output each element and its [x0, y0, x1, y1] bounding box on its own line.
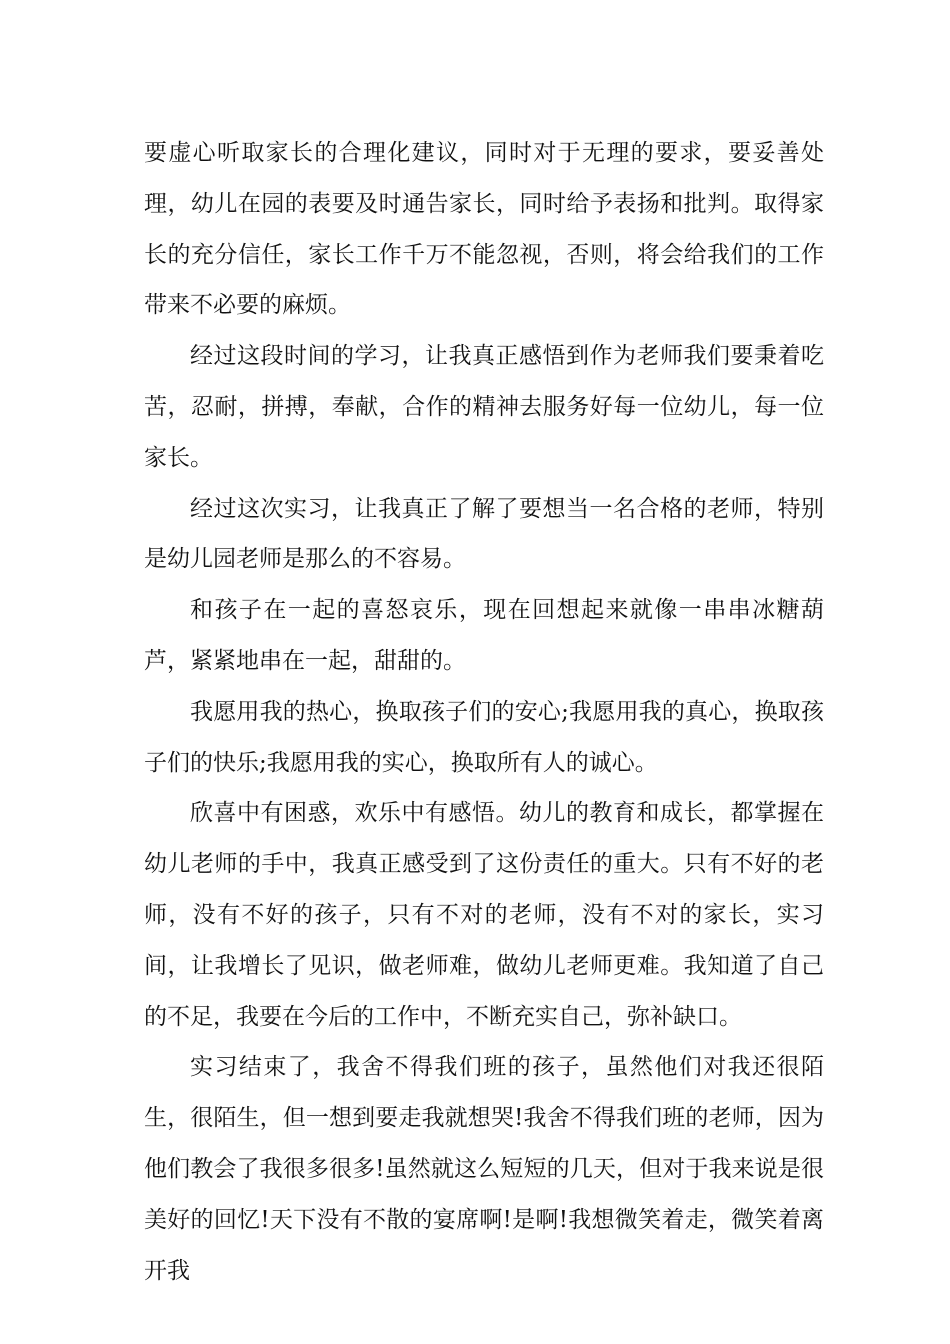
paragraph-7: 实习结束了，我舍不得我们班的孩子，虽然他们对我还很陌生，很陌生，但一想到要走我就想哭!我舍不得我们班的老师，因为他们教会了我很多很多!虽然就这么短短的几天，但对于我来说是很美好的回忆!天下没有不散的宴席啊!是啊!我想微笑着走，微笑着离开我 [144, 1054, 824, 1284]
paragraph-3: 经过这次实习，让我真正了解了要想当一名合格的老师，特别是幼儿园老师是那么的不容易。 [144, 495, 824, 573]
document-page [144, 128, 824, 1296]
paragraph-1: 要虚心听取家长的合理化建议，同时对于无理的要求，要妥善处理，幼儿在园的表要及时通告家长，同时给予表扬和批判。取得家长的充分信任，家长工作千万不能忽视，否则，将会给我们的工作带来不必要的麻烦。 [144, 140, 824, 319]
paragraph-6: 欣喜中有困惑，欢乐中有感悟。幼儿的教育和成长，都掌握在幼儿老师的手中，我真正感受到了这份责任的重大。只有不好的老师，没有不好的孩子，只有不对的老师，没有不对的家长，实习间，让我增长了见识，做老师难，做幼儿老师更难。我知道了自己的不足，我要在今后的工作中，不断充实自己，弥补缺口。 [144, 800, 824, 1030]
paragraph-2: 经过这段时间的学习，让我真正感悟到作为老师我们要秉着吃苦，忍耐，拼搏，奉献，合作的精神去服务好每一位幼儿，每一位家长。 [144, 343, 824, 471]
paragraph-4: 和孩子在一起的喜怒哀乐，现在回想起来就像一串串冰糖葫芦，紧紧地串在一起，甜甜的。 [144, 597, 824, 674]
paragraph-5: 我愿用我的热心，换取孩子们的安心;我愿用我的真心，换取孩子们的快乐;我愿用我的实心，换取所有人的诚心。 [144, 698, 824, 776]
